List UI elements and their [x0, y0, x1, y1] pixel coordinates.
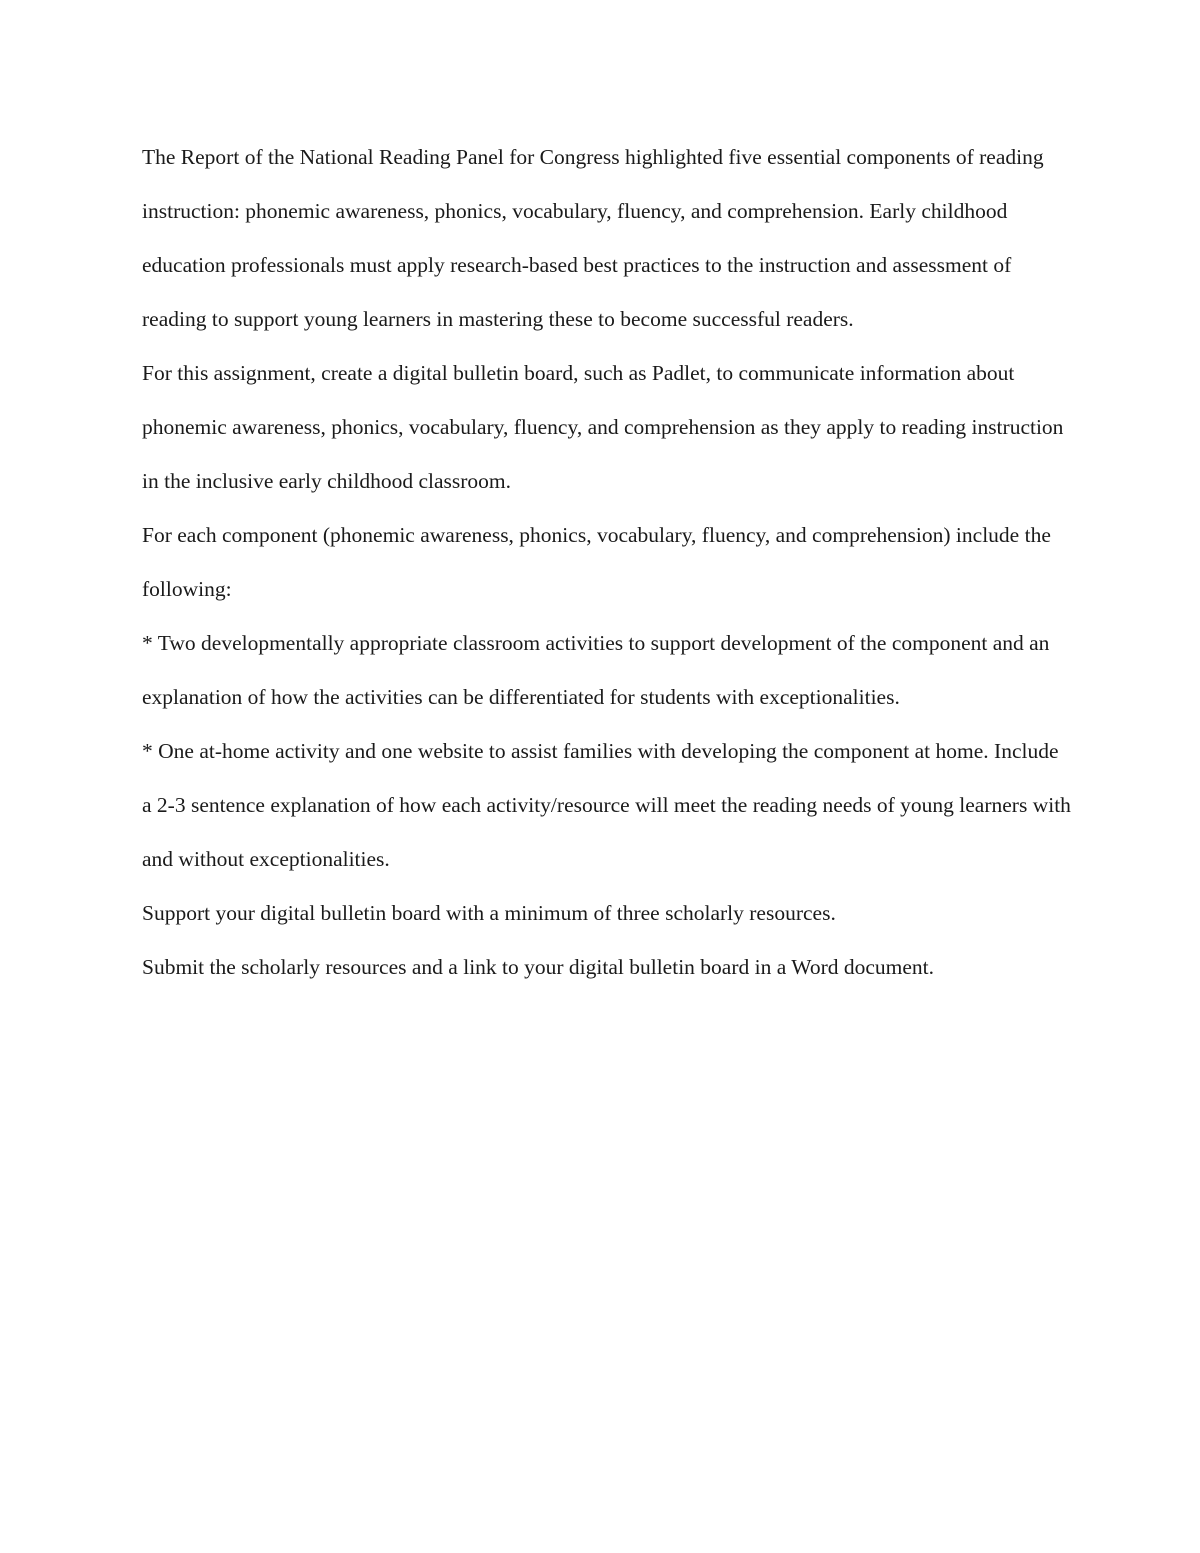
component-instructions-paragraph: For each component (phonemic awareness, phonics, vocabulary, fluency, and comprehension) include the following:	[142, 523, 1051, 601]
document-body	[142, 130, 1072, 994]
intro-paragraph: The Report of the National Reading Panel for Congress highlighted five essential components of reading instruction: phonemic awareness, phonics, vocabulary, fluency, and comprehension. Early childhood education professionals must apply research-based best practices to the instruction and assessment of reading to support young learners in mastering these to become successful readers.	[142, 145, 1044, 331]
scholarly-resources-paragraph: Support your digital bulletin board with a minimum of three scholarly resources.	[142, 901, 836, 925]
classroom-activities-bullet: * Two developmentally appropriate classroom activities to support development of the component and an explanation of how the activities can be differentiated for students with exceptionalities.	[142, 631, 1050, 709]
submission-paragraph: Submit the scholarly resources and a link to your digital bulletin board in a Word document.	[142, 955, 935, 979]
assignment-paragraph: For this assignment, create a digital bulletin board, such as Padlet, to communicate information about phonemic awareness, phonics, vocabulary, fluency, and comprehension as they apply to reading instruction in the inclusive early childhood classroom.	[142, 361, 1064, 493]
at-home-activity-bullet: * One at-home activity and one website to assist families with developing the component at home. Include a 2-3 sentence explanation of how each activity/resource will meet the reading needs of young learners with and without exceptionalities.	[142, 739, 1071, 871]
